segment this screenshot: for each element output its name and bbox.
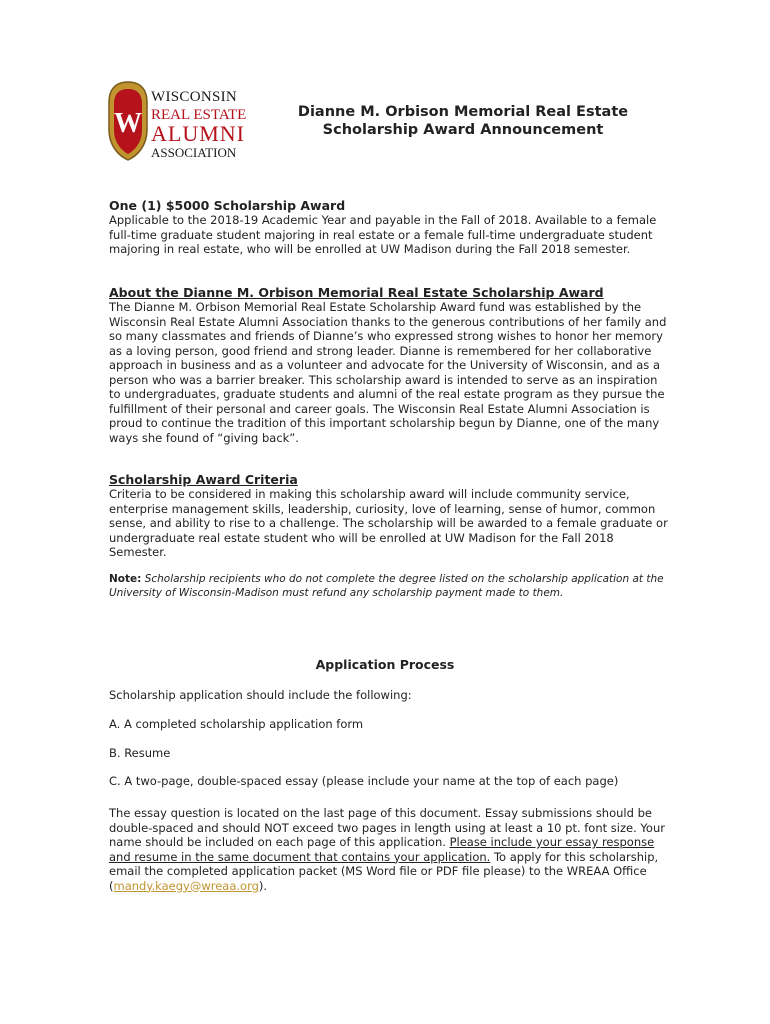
process-intro: Scholarship application should include the following: xyxy=(109,688,412,702)
about-heading: About the Dianne M. Orbison Memorial Real Estate Scholarship Award xyxy=(109,285,604,300)
criteria-body: Criteria to be considered in making this scholarship award will include community service, enterprise management skills, leadership, curiosity, love of learning, sense of humor, common sense, and ability to rise to a challenge. The scholarship will be awarded to a female graduate or undergraduate real estate student who will be enrolled at UW Madison for the Fall 2018 Semester. xyxy=(109,487,668,559)
criteria-heading: Scholarship Award Criteria xyxy=(109,472,298,487)
criteria-section xyxy=(109,472,669,560)
crest-icon xyxy=(105,80,151,162)
award-heading: One (1) $5000 Scholarship Award xyxy=(109,198,346,213)
logo-text-association: ASSOCIATION xyxy=(151,145,237,160)
note-label: Note: xyxy=(109,573,142,585)
shield-letter: W xyxy=(114,108,142,139)
logo-text-real-estate: REAL ESTATE xyxy=(151,107,247,123)
award-section xyxy=(109,198,669,257)
essay-underlined-text: Please include your essay response and resume in the same document that contains your application. xyxy=(109,835,655,864)
essay-paragraph xyxy=(109,806,665,893)
logo-text-wisconsin: WISCONSIN xyxy=(151,89,238,105)
about-body: The Dianne M. Orbison Memorial Real Estate Scholarship Award fund was established by the Wisconsin Real Estate Alumni Association thanks to the generous contributions of her family and so many classmates and friends of Dianne’s who expressed strong wishes to honor her memory as a loving person, good friend and strong leader. Dianne is remembered for her collaborative approach in business and as a volunteer and advocate for the University of Wisconsin, and as a person who was a barrier breaker. This scholarship award is intended to serve as an inspiration to undergraduates, graduate students and alumni of the real estate program as they pursue the fulfillment of their personal and career goals. The Wisconsin Real Estate Alumni Association is proud to continue the tradition of this important scholarship begun by Dianne, one of the many ways she found of “giving back”. xyxy=(109,300,667,445)
application-process-heading: Application Process xyxy=(315,657,455,672)
note-text: Scholarship recipients who do not complete the degree listed on the scholarship application at the University of Wisconsin-Madison must refund any scholarship payment made to them. xyxy=(109,573,664,599)
email-link[interactable]: mandy.kaegy@wreaa.org xyxy=(113,878,259,893)
logo-text-alumni: ALUMNI xyxy=(151,121,245,146)
list-item: B. Resume xyxy=(109,746,171,760)
note-paragraph xyxy=(109,573,669,600)
list-item: C. A two-page, double-spaced essay (please include your name at the top of each page) xyxy=(109,774,619,788)
essay-text-2: To apply for this scholarship, email the completed application packet (MS Word file or PDF file please) to the WREAA Office ( xyxy=(109,849,659,893)
essay-text-3: ). xyxy=(258,878,268,893)
about-section xyxy=(109,285,669,445)
essay-text-1: The essay question is located on the last page of this document. Essay submissions should be double-spaced and should NOT exceed two pages in length using at least a 10 pt. font size. Your name should be included on each page of this application. xyxy=(109,806,665,849)
wreaa-logo xyxy=(105,80,257,162)
list-item: A. A completed scholarship application form xyxy=(109,717,364,731)
page-title xyxy=(288,103,638,139)
title-line-1: Dianne M. Orbison Memorial Real Estate xyxy=(297,104,629,120)
title-line-2: Scholarship Award Announcement xyxy=(322,122,604,138)
award-body: Applicable to the 2018-19 Academic Year and payable in the Fall of 2018. Available to a female full-time graduate student majoring in real estate or a female full-time undergraduate student majoring in real estate, who will be enrolled at UW Madison during the Fall 2018 semester. xyxy=(109,213,657,256)
